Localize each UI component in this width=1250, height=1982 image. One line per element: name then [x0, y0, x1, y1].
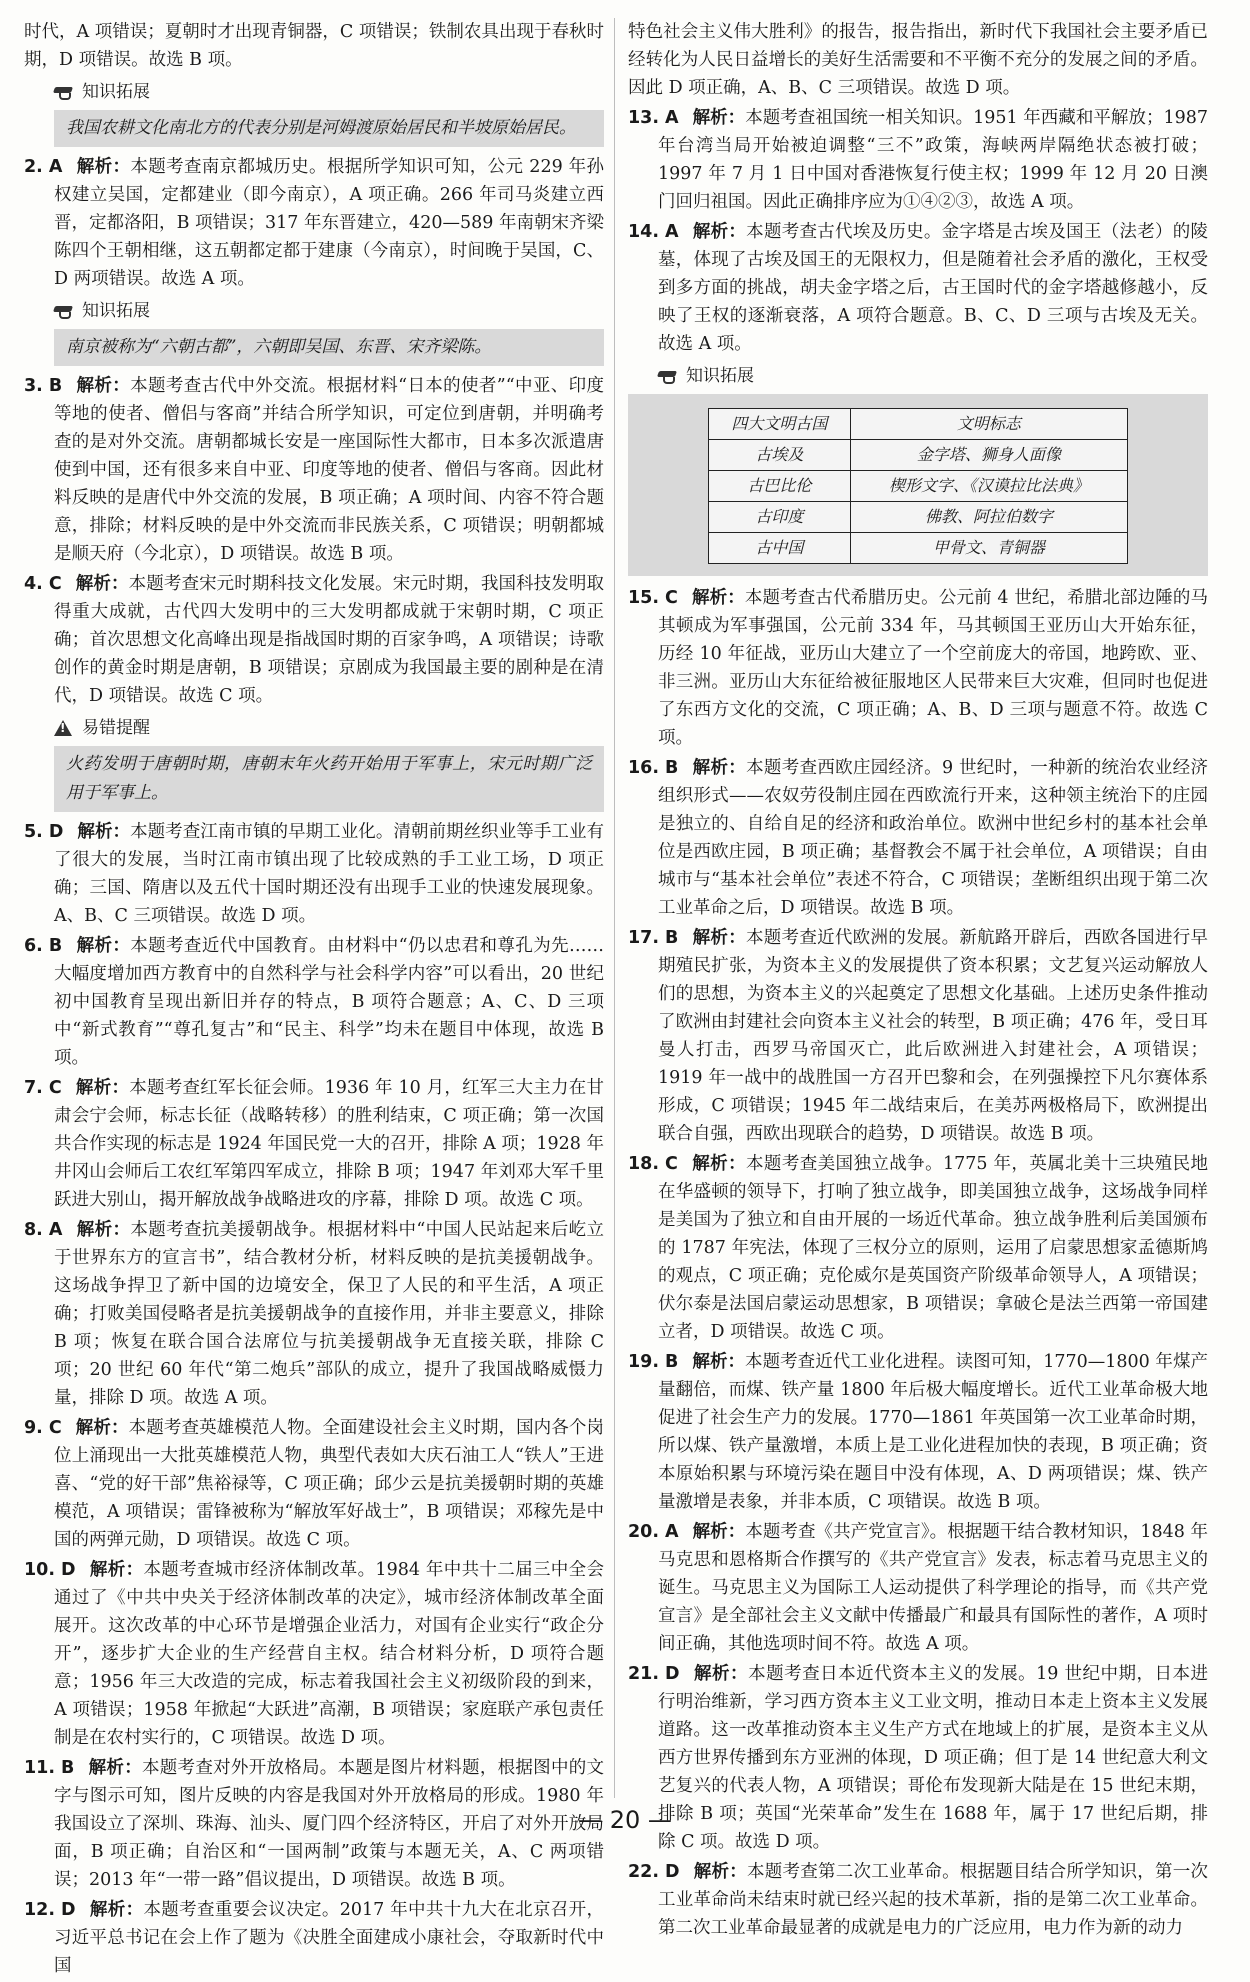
table-cell: 古巴比伦 [709, 471, 851, 502]
answer-item-6: 6. B 解析：本题考查近代中国教育。由材料中“仍以忠君和尊孔为先……大幅度增加西方教育中的自然科学与社会科学内容”可以看出，20 世纪初中国教育呈现出新旧并存的特点，B 项符合题意；A、C、D 三项中“新式教育”“尊孔复古”和“民主、科学”均未在题目中体现，故选 B 项。 [24, 936, 605, 1068]
answer-item-14: 14. A 解析：本题考查古代埃及历史。金字塔是古埃及国王（法老）的陵墓，体现了古埃及国王的无限权力，但是随着社会矛盾的激化，王权受到多方面的挑战，胡夫金字塔之后，古王国时代的金字塔越修越小，反映了王权的逐渐衰落，A 项符合题意。B、C、D 三项与古埃及无关。故选 A 项。 [628, 222, 1209, 354]
answer-item-16: 16. B 解析：本题考查西欧庄园经济。9 世纪时，一种新的统治农业经济组织形式——农奴劳役制庄园在西欧流行开来，这种领主统治下的庄园是独立的、自给自足的经济和政治单位。欧洲中世纪乡村的基本社会单位是西欧庄园，B 项正确；基督教会不属于社会单位，A 项错误；自由城市与“基本社会单位”表述不符合，C 项错误；垄断组织出现于第二次工业革命之后，D 项错误。故选 B 项。 [628, 758, 1208, 918]
left-column [24, 18, 604, 1982]
answer-item-22: 22. D 解析：本题考查第二次工业革命。根据题目结合所学知识，第一次工业革命尚未结束时就已经兴起的技术革新，指的是第二次工业革命。第二次工业革命最显著的成就是电力的广泛应用，电力作为新的动力 [628, 1862, 1209, 1938]
answer-item-2: 2. A 解析：本题考查南京都城历史。根据所学知识可知，公元 229 年孙权建立吴国，定都建业（即今南京），A 项正确。266 年司马炎建立西晋，定都洛阳，B 项错误；317 年东晋建立，420—589 年南朝宋齐梁陈四个王朝相继，这五朝都定都于建康（今南京），时间晚于吴国，C、D 两项错误。故选 A 项。 [24, 157, 605, 289]
error-reminder-box: 火药发明于唐朝时期，唐朝末年火药开始用于军事上，宋元时期广泛用于军事上。 [54, 746, 604, 812]
civilization-table-box [628, 394, 1208, 576]
knowledge-extension-box: 我国农耕文化南北方的代表分别是河姆渡原始居民和半坡原始居民。 [54, 110, 604, 147]
error-reminder-heading [54, 714, 604, 742]
answer-item-5: 5. D 解析：本题考查江南市镇的早期工业化。清朝前期丝织业等手工业有了很大的发展，当时江南市镇出现了比较成熟的手工业工场，D 项正确；三国、隋唐以及五代十国时期还没有出现手工业的快速发展现象。A、B、C 三项错误。故选 D 项。 [24, 822, 604, 926]
warning-icon [54, 720, 72, 736]
civilization-table [708, 408, 1128, 564]
answer-item-9: 9. C 解析：本题考查英雄模范人物。全面建设社会主义时期，国内各个岗位上涌现出一大批英雄模范人物，典型代表如大庆石油工人“铁人”王进喜、“党的好干部”焦裕禄等，C 项正确；邱少云是抗美援朝时期的英雄模范，A 项错误；雷锋被称为“解放军好战士”，B 项错误；邓稼先是中国的两弹元勋，D 项错误。故选 C 项。 [24, 1418, 605, 1550]
section-title: 知识拓展 [82, 301, 150, 321]
table-header-row [709, 409, 1128, 440]
left-intro: 时代，A 项错误；夏朝时才出现青铜器，C 项错误；铁制农具出现于春秋时期，D 项错误。故选 B 项。 [24, 22, 604, 70]
answer-item-21: 21. D 解析：本题考查日本近代资本主义的发展。19 世纪中期，日本进行明治维新，学习西方资本主义工业文明，推动日本走上资本主义发展道路。这一改革推动资本主义生产方式在地域上的扩展，是资本主义从西方世界传播到东方亚洲的体现，D 项正确；但丁是 14 世纪意大利文艺复兴的代表人物，A 项错误；哥伦布发现新大陆是在 15 世纪末期，排除 B 项；英国“光荣革命”发生在 1688 年，属于 17 世纪后期，排除 C 项。故选 D 项。 [628, 1664, 1208, 1852]
table-cell: 古中国 [709, 533, 851, 564]
answer-item-17: 17. B 解析：本题考查近代欧洲的发展。新航路开辟后，西欧各国进行早期殖民扩张，为资本主义的发展提供了资本积累；文艺复兴运动解放人们的思想，为资本主义的兴起奠定了思想文化基础。上述历史条件推动了欧洲由封建社会向资本主义社会的转型，B 项正确；476 年，受日耳曼人打击，西罗马帝国灭亡，此后欧洲进入封建社会，A 项错误；1919 年一战中的战胜国一方召开巴黎和会，在列强操控下凡尔赛体系形成，C 项错误；1945 年二战结束后，在美苏两极格局下，欧洲提出联合自强，西欧出现联合的趋势，D 项错误。故选 B 项。 [628, 928, 1209, 1144]
right-intro: 特色社会主义伟大胜利》的报告，报告指出，新时代下我国社会主要矛盾已经转化为人民日益增长的美好生活需要和不平衡不充分的发展之间的矛盾。因此 D 项正确，A、B、C 三项错误。故选 D 项。 [628, 22, 1208, 98]
answer-item-7: 7. C 解析：本题考查红军长征会师。1936 年 10 月，红军三大主力在甘肃会宁会师，标志长征（战略转移）的胜利结束，C 项正确；第一次国共合作实现的标志是 1924 年国民党一大的召开，排除 A 项；1928 年井冈山会师后工农红军第四军成立，排除 B 项；1947 年刘邓大军千里跃进大别山，揭开解放战争战略进攻的序幕，排除 D 项。故选 C 项。 [24, 1078, 604, 1210]
table-row [709, 440, 1128, 471]
knowledge-extension-heading [54, 297, 604, 325]
table-row [709, 471, 1128, 502]
graduation-cap-icon [54, 85, 72, 99]
section-title: 知识拓展 [686, 366, 754, 386]
answer-item-3: 3. B 解析：本题考查古代中外交流。根据材料“日本的使者”“中亚、印度等地的使者、僧侣与客商”并结合所学知识，可定位到唐朝，并明确考查的是对外交流。唐朝都城长安是一座国际性大都市，日本多次派遣唐使到中国，还有很多来自中亚、印度等地的使者、僧侣与客商。因此材料反映的是唐代中外交流的发展，B 项正确；A 项时间、内容不符合题意，排除；材料反映的是中外交流而非民族关系，C 项错误；明朝都城是顺天府（今北京），D 项错误。故选 B 项。 [24, 376, 604, 564]
table-header: 文明标志 [850, 409, 1127, 440]
answer-item-10: 10. D 解析：本题考查城市经济体制改革。1984 年中共十二届三中全会通过了《中共中央关于经济体制改革的决定》，城市经济体制改革全面展开。这次改革的中心环节是增强企业活力，对国有企业实行“政企分开”，逐步扩大企业的生产经营自主权。结合材料分析，D 项符合题意；1956 年三大改造的完成，标志着我国社会主义初级阶段的到来，A 项错误；1958 年掀起“大跃进”高潮，B 项错误；家庭联产承包责任制是在农村实行的，C 项错误。故选 D 项。 [24, 1560, 604, 1748]
table-row [709, 533, 1128, 564]
table-cell: 佛教、阿拉伯数字 [850, 502, 1127, 533]
answer-item-4: 4. C 解析：本题考查宋元时期科技文化发展。宋元时期，我国科技发明取得重大成就，古代四大发明中的三大发明都成就于宋朝时期，C 项正确；首次思想文化高峰出现是指战国时期的百家争鸣，A 项错误；诗歌创作的黄金时期是唐朝，B 项错误；京剧成为我国最主要的剧种是在清代，D 项错误。故选 C 项。 [24, 574, 605, 706]
table-cell: 金字塔、狮身人面像 [850, 440, 1127, 471]
section-title: 易错提醒 [82, 718, 150, 738]
answer-item-15: 15. C 解析：本题考查古代希腊历史。公元前 4 世纪，希腊北部边陲的马其顿成为军事强国，公元前 334 年，马其顿国王亚历山大开始东征，历经 10 年征战，亚历山大建立了一个空前庞大的帝国，地跨欧、亚、非三洲。亚历山大东征给被征服地区人民带来巨大灾难，但同时也促进了东西方文化的交流，C 项正确；A、B、D 三项与题意不符。故选 C 项。 [628, 588, 1209, 748]
table-cell: 古埃及 [709, 440, 851, 471]
knowledge-extension-heading [54, 78, 604, 106]
answer-item-11: 11. B 解析：本题考查对外开放格局。本题是图片材料题，根据图中的文字与图示可知，图片反映的内容是我国对外开放格局的形成。1980 年我国设立了深圳、珠海、汕头、厦门四个经济特区，开启了对外开放局面，B 项正确；自治区和“一国两制”政策与本题无关，A、C 两项错误；2013 年“一带一路”倡议提出，D 项错误。故选 B 项。 [24, 1758, 605, 1890]
knowledge-extension-heading [658, 362, 1208, 390]
table-header: 四大文明古国 [709, 409, 851, 440]
answer-item-13: 13. A 解析：本题考查祖国统一相关知识。1951 年西藏和平解放；1987 年台湾当局开始被迫调整“三不”政策，海峡两岸隔绝状态被打破；1997 年 7 月 1 日中国对香港恢复行使主权；1999 年 12 月 20 日澳门回归祖国。因此正确排序应为①④②③，故选 A 项。 [628, 108, 1209, 212]
table-cell: 古印度 [709, 502, 851, 533]
answer-item-12: 12. D 解析：本题考查重要会议决定。2017 年中共十九大在北京召开，习近平总书记在会上作了题为《决胜全面建成小康社会，夺取新时代中国 [24, 1900, 604, 1976]
section-title: 知识拓展 [82, 82, 150, 102]
answer-item-18: 18. C 解析：本题考查美国独立战争。1775 年，英属北美十三块殖民地在华盛顿的领导下，打响了独立战争，即美国独立战争，这场战争同样是美国为了独立和自由开展的一场近代革命。独立战争胜利后美国颁布的 1787 年宪法，体现了三权分立的原则，运用了启蒙思想家孟德斯鸠的观点，C 项正确；克伦威尔是英国资产阶级革命领导人，A 项错误；伏尔泰是法国启蒙运动思想家，B 项错误；拿破仑是法兰西第一帝国建立者，D 项错误。故选 C 项。 [628, 1154, 1208, 1342]
answer-item-19: 19. B 解析：本题考查近代工业化进程。读图可知，1770—1800 年煤产量翻倍，而煤、铁产量 1800 年后极大幅度增长。近代工业革命极大地促进了社会生产力的发展。1770—1861 年英国第一次工业革命时期，所以煤、铁产量激增，本质上是工业化进程加快的表现，B 项正确；资本原始积累与环境污染在题目中没有体现，A、D 两项错误；煤、铁产量激增是表象，并非本质，C 项错误。故选 B 项。 [628, 1352, 1208, 1512]
table-cell: 甲骨文、青铜器 [850, 533, 1127, 564]
knowledge-extension-box: 南京被称为“六朝古都”，六朝即吴国、东晋、宋齐梁陈。 [54, 329, 604, 366]
page-number: — 20 — [578, 1806, 672, 1834]
column-divider [614, 18, 615, 1798]
answer-item-20: 20. A 解析：本题考查《共产党宣言》。根据题干结合教材知识，1848 年马克思和恩格斯合作撰写的《共产党宣言》发表，标志着马克思主义的诞生。马克思主义为国际工人运动提供了科学理论的指导，而《共产党宣言》是全部社会主义文献中传播最广和最具有国际性的著作，A 项时间正确，其他选项时间不符。故选 A 项。 [628, 1522, 1208, 1654]
table-row [709, 502, 1128, 533]
graduation-cap-icon [54, 304, 72, 318]
right-column [628, 18, 1208, 1944]
graduation-cap-icon [658, 369, 676, 383]
answer-item-8: 8. A 解析：本题考查抗美援朝战争。根据材料中“中国人民站起来后屹立于世界东方的宣言书”，结合教材分析，材料反映的是抗美援朝战争。这场战争捍卫了新中国的边境安全，保卫了人民的和平生活，A 项正确；打败美国侵略者是抗美援朝战争的直接作用，并非主要意义，排除 B 项；恢复在联合国合法席位与抗美援朝战争无直接关联，排除 C 项；20 世纪 60 年代“第二炮兵”部队的成立，提升了我国战略威慑力量，排除 D 项。故选 A 项。 [24, 1220, 605, 1408]
table-cell: 楔形文字、《汉谟拉比法典》 [850, 471, 1127, 502]
